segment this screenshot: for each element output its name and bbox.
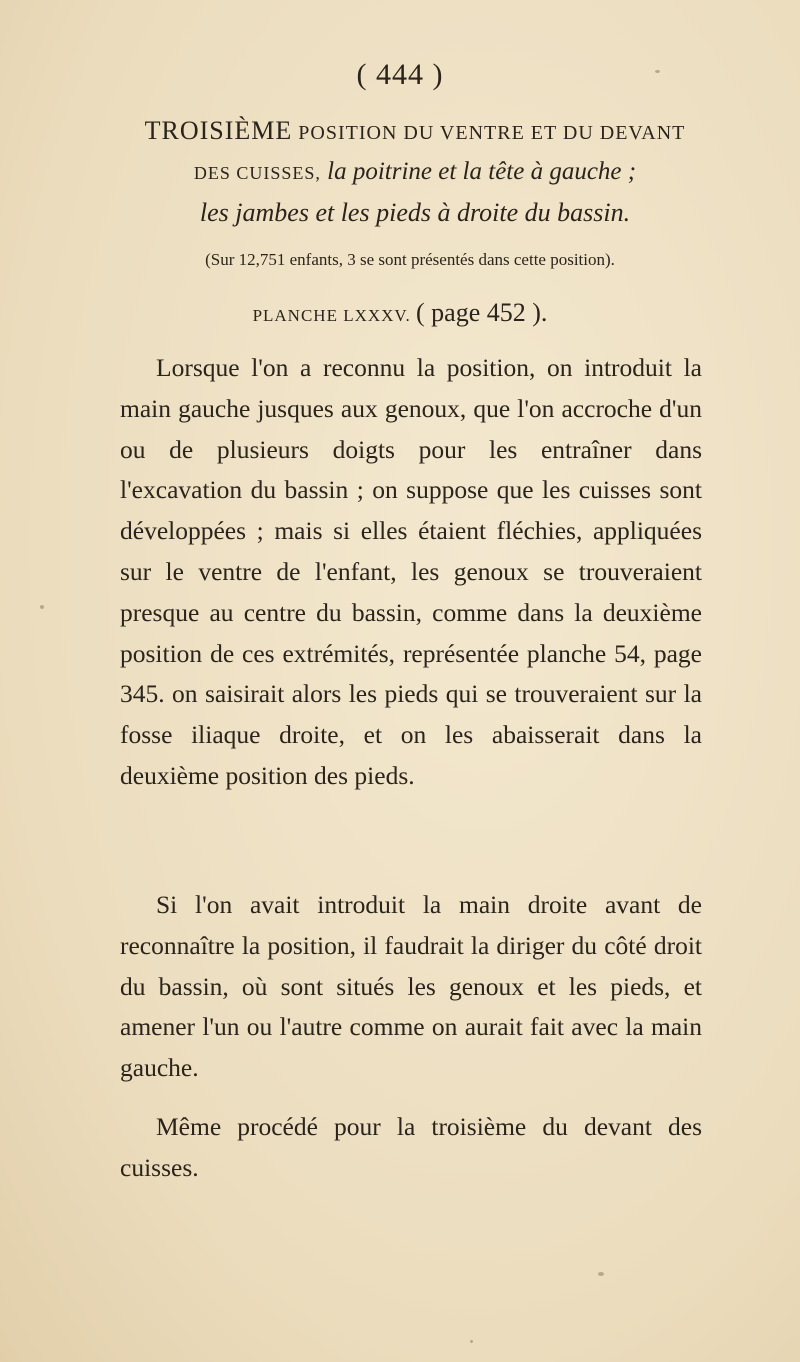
page-number: ( 444 ) bbox=[356, 58, 444, 91]
title-smallcaps: DES CUISSES, bbox=[193, 162, 321, 183]
title-heading: POSITION DU VENTRE ET DU DEVANT bbox=[298, 122, 686, 144]
paragraph-3: Même procédé pour la troisième du devant des cuisses. bbox=[120, 1112, 702, 1182]
paper-speck bbox=[470, 1340, 473, 1343]
paper-speck bbox=[655, 70, 660, 73]
paper-speck bbox=[40, 605, 44, 609]
title-line-1 bbox=[120, 110, 710, 152]
title-line-3: les jambes et les pieds à droite du bassin. bbox=[199, 197, 631, 227]
section-title bbox=[120, 110, 710, 233]
title-ordinal: TROISIÈME bbox=[144, 116, 293, 145]
plate-page-ref: ( page 452 ). bbox=[416, 298, 548, 327]
paragraph-2: Si l'on avait introduit la main droite avant de reconnaître la position, il faudrait la diriger du côté droit du bassin, où sont situés les genoux et les pieds, et amener l'un ou l'autre comme on aurait fait avec la main gauche. bbox=[120, 890, 702, 1083]
paragraph-1: Lorsque l'on a reconnu la position, on introduit la main gauche jusques aux genoux, que l'on accroche d'un ou de plusieurs doigts pour les entraîner dans l'excavation du bassin ; on suppose que les cuisses sont développées ; mais si elles étaient fléchies, appliquées sur le ventre de l'enfant, les genoux se trouveraient presque au centre du bassin, comme dans la deuxième position de ces extrémités, représentée planche 54, page 345. on saisirait alors les pieds qui se trouveraient sur la fosse iliaque droite, et on les abaisserait dans la deuxième position des pieds. bbox=[120, 353, 702, 790]
plate-label: PLANCHE LXXXV. bbox=[252, 306, 411, 325]
paper-speck bbox=[598, 1272, 604, 1276]
plate-reference bbox=[150, 298, 650, 328]
title-line-2 bbox=[120, 152, 710, 192]
title-italic: la poitrine et la tête à gauche ; bbox=[327, 157, 637, 185]
statistics-note: (Sur 12,751 enfants, 3 se sont présentés dans cette position). bbox=[205, 250, 615, 269]
